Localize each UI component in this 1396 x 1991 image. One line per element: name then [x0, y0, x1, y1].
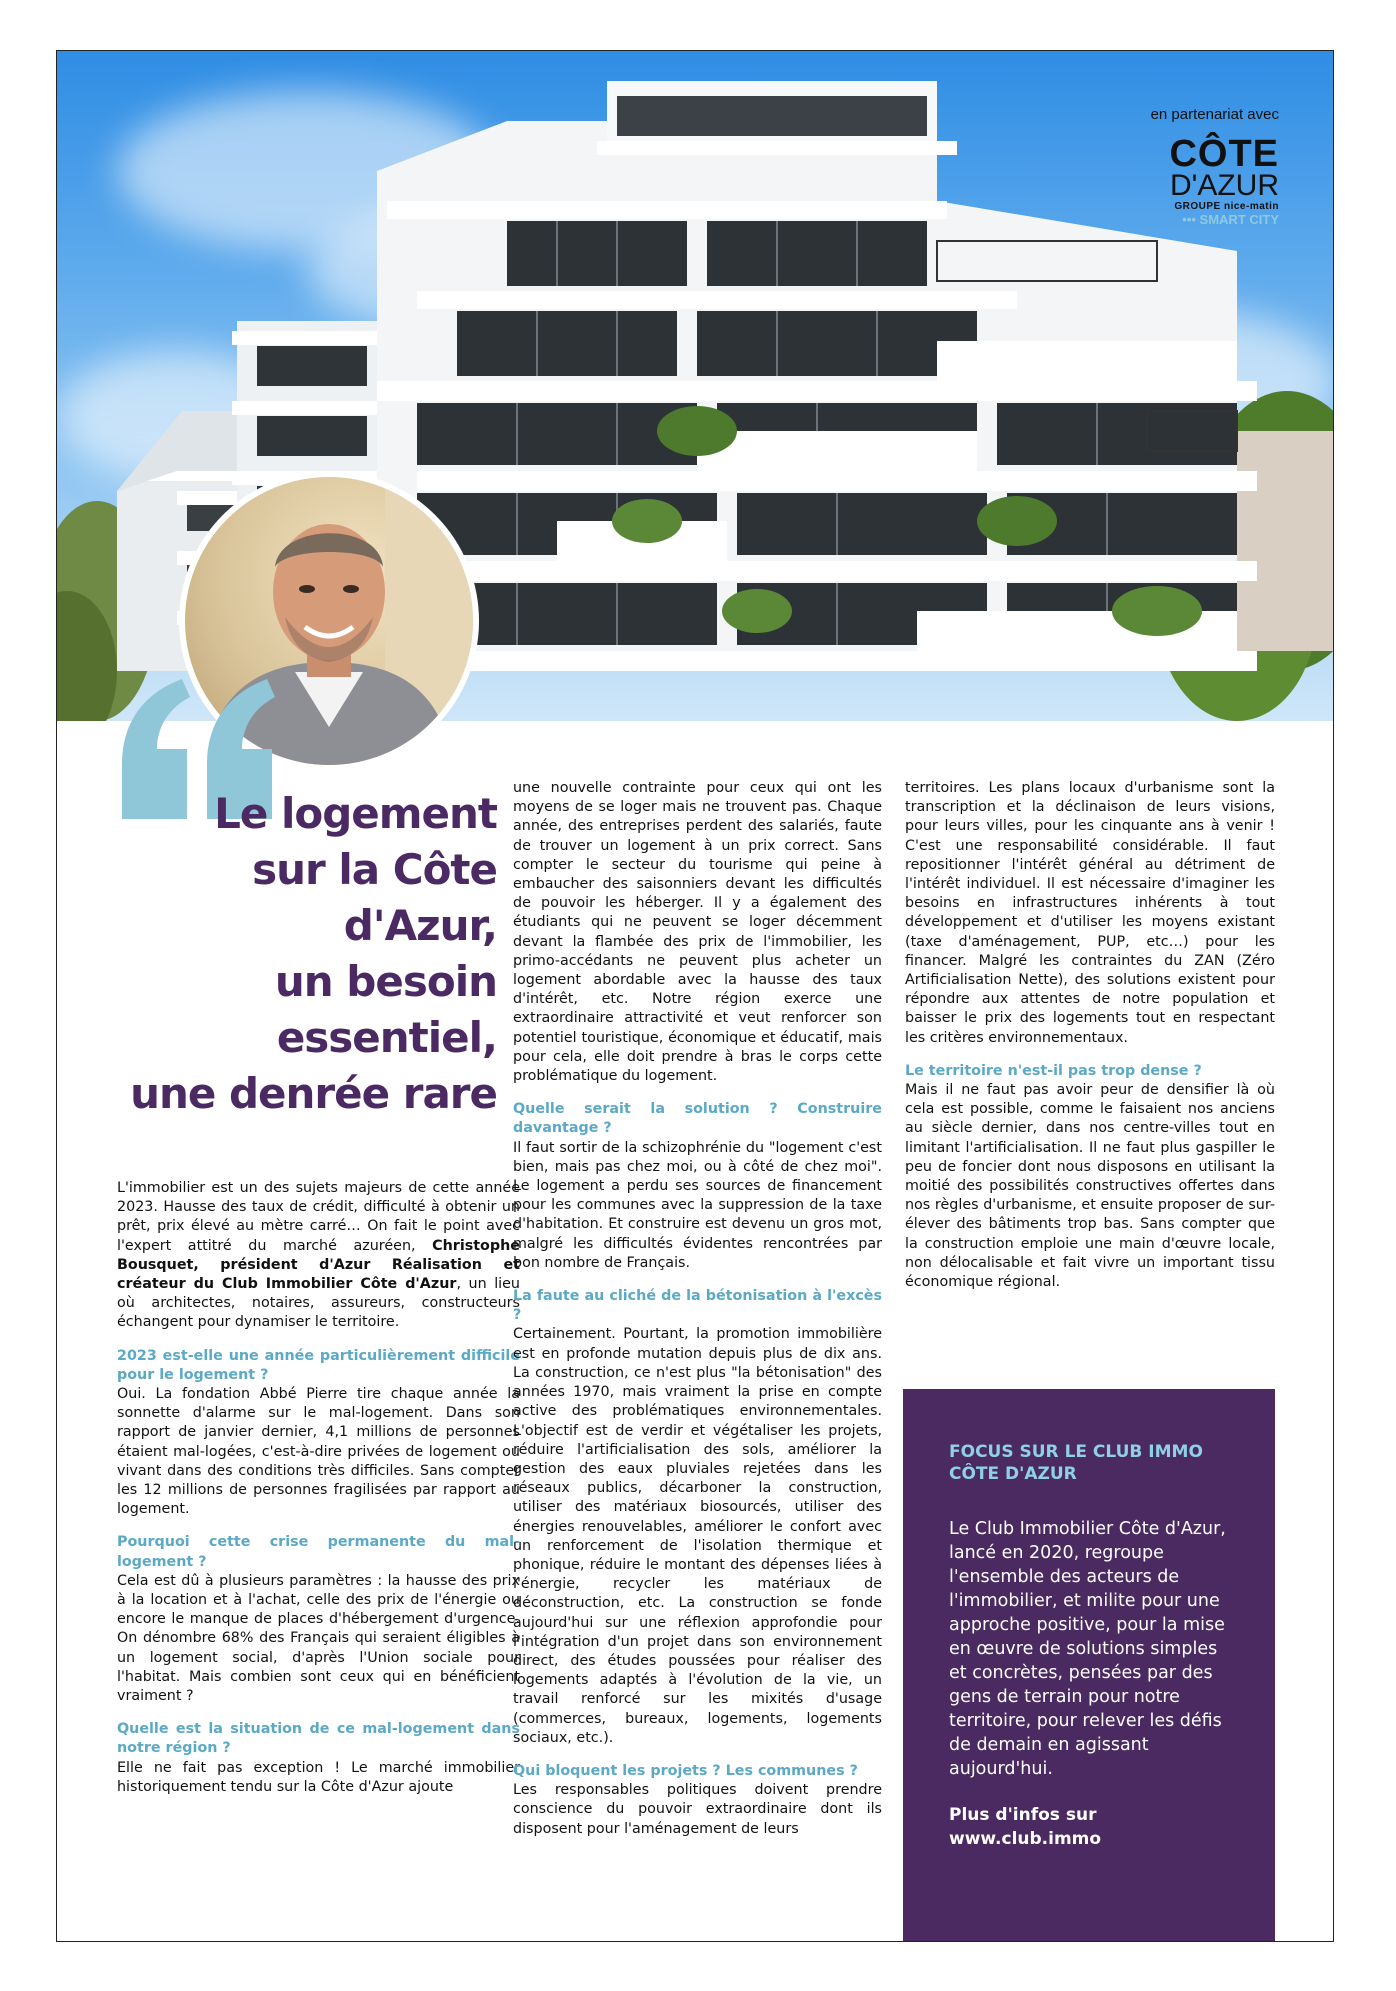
title-line-2: sur la Côte: [252, 845, 497, 894]
logo-line-cote: CÔTE: [1169, 133, 1279, 175]
title-line-1: Le logement: [214, 789, 497, 838]
focus-url-link[interactable]: www.club.immo: [949, 1829, 1102, 1849]
intro-paragraph: L'immobilier est un des sujets majeurs de cette année 2023. Hausse des taux de crédit, difficulté à obtenir un prêt, prix élevé au mètre carré… On fait le point avec l'expert attitré du marché azuréen, Christophe Bousquet, président d'Azur Réalisation et créateur du Club Immobilier Côte d'Azur, un lieu où architectes, notaires, assureurs, constructeurs échangent pour dynamiser le territoire.: [117, 1180, 520, 1331]
question-2: Pourquoi cette crise permanente du mal-logement ?: [117, 1534, 520, 1570]
question-3: Quelle est la situation de ce mal-logement dans notre région ?: [117, 1721, 520, 1757]
focus-heading: FOCUS SUR LE CLUB IMMO CÔTE D'AZUR: [949, 1442, 1203, 1484]
column-3-continuation: territoires. Les plans locaux d'urbanisme sont la transcription et la déclinaison de leurs visions, pour leurs villes, pour les cinquante ans à venir ! C'est une responsabilité considérable. Il faut repositionner l'intérêt général au détriment de l'intérêt individuel. Il est nécessaire d'imaginer les besoins en infrastructures inhérents à tout développement et d'utiliser les moyens existant (taxe d'aménagement, PUP, etc…) pour les financer. Malgré les contraintes du ZAN (Zéro Artificialisation Nette), des solutions existent pour répondre aux attentes de notre population et baisser le prix des logements tout en respectant les critères environnementaux.: [905, 780, 1275, 1046]
focus-box: [903, 1389, 1275, 1942]
question-4: Quelle serait la solution ? Construire davantage ?: [513, 1101, 882, 1137]
answer-4: Il faut sortir de la schizophrénie du "logement c'est bien, mais pas chez moi, ou à côté de chez moi". Le logement a perdu ses sources de financement pour les communes avec la suppression de la taxe d'habitation. Et construire est devenu un gros mot, malgré les difficultés évidentes rencontrées par bon nombre de Français.: [513, 1139, 882, 1271]
column-3: [905, 779, 1275, 1292]
answer-1: Oui. La fondation Abbé Pierre tire chaque année la sonnette d'alarme sur le mal-logement. Dans son rapport de janvier dernier, 4,1 millions de personnes étaient mal-logées, c'est-à-dire privées de logement ou vivant dans des conditions très difficiles. Sans compter les 12 millions de personnes fragilisées par rapport au logement.: [117, 1386, 520, 1518]
column-1: [117, 1179, 520, 1797]
answer-3: Elle ne fait pas exception ! Le marché immobilier historiquement tendu sur la Côte d'Azur ajoute: [117, 1759, 520, 1795]
answer-5: Certainement. Pourtant, la promotion immobilière est en profonde mutation depuis plus de dix ans. La construction, ce n'est plus "la bétonisation" des années 1970, mais vraiment la prise en compte active des problématiques environnementales. L'objectif est de verdir et végétaliser les projets, réduire l'artificialisation des sols, améliorer la gestion des eaux pluviales rejetées dans les réseaux publics, décarboner la construction, utiliser des matériaux biosourcés, utiliser des énergies renouvelables, améliorer le confort avec un renforcement de l'isolation thermique et phonique, réduire le montant des dépenses liées à l'énergie, recycler les matériaux de déconstruction, etc. La construction se fonde aujourd'hui sur une réflexion approfondie pour l'intégration d'un projet dans son environnement direct, des études poussées pour réaliser des logements adaptés à l'évolution de la vie, un travail renforcé sur les mixités d'usage (commerces, bureaux, logements, logements sociaux, etc.).: [513, 1326, 882, 1746]
title-line-3: d'Azur,: [343, 901, 497, 950]
cote-dazur-logo: [1169, 133, 1279, 227]
column-2-continuation: une nouvelle contrainte pour ceux qui ont les moyens de se loger mais ne trouvent pas. Chaque année, des entreprises perdent des salariés, faute de trouver un logement à un prix correct. Sans compter le secteur du tourisme qui peine à embaucher des saisonniers devant les difficultés de pouvoir les héberger. Il y a également des étudiants qui ne peuvent se loger décemment devant la flambée des prix de l'immobilier, les primo-accédants ne peuvent plus acheter un logement abordable avec la hausse des taux d'intérêt, etc. Notre région exerce une extraordinaire attractivité et veut renforcer son potentiel touristique, économique et éducatif, mais pour cela, elle doit prendre à bras le corps cette problématique du logement.: [513, 780, 882, 1085]
focus-body: Le Club Immobilier Côte d'Azur, lancé en 2020, regroupe l'ensemble des acteurs de l'immobilier, et milite pour une approche positive, pour la mise en œuvre de solutions simples et concrètes, pensées par des gens de terrain pour notre territoire, pour relever les défis de demain en agissant aujourd'hui.: [949, 1519, 1226, 1779]
answer-2: Cela est dû à plusieurs paramètres : la hausse des prix à la location et à l'achat, celle des prix de l'énergie ou encore le manque de places d'hébergement d'urgence. On dénombre 68% des Français qui seraient éligibles à un logement social, d'après l'Union sociale pour l'habitat. Mais combien sont ceux qui en bénéficient vraiment ?: [117, 1572, 520, 1705]
question-5: La faute au cliché de la bétonisation à l'excès ?: [513, 1288, 882, 1324]
question-1: 2023 est-elle une année particulièrement difficile pour le logement ?: [117, 1347, 520, 1383]
logo-line-dazur: D'AZUR: [1169, 169, 1279, 202]
title-line-6: une denrée rare: [130, 1069, 497, 1118]
page-frame: [56, 50, 1334, 1942]
interviewee-name: Christophe Bousquet, président d'Azur Réalisation et créateur du Club Immobilier Côte d'Azur: [117, 1237, 520, 1293]
question-6: Qui bloquent les projets ? Les communes ?: [513, 1762, 858, 1779]
answer-7: Mais il ne faut pas avoir peur de densifier là où cela est possible, comme le faisaient nos anciens au siècle dernier, dans nos centre-villes tout en limitant l'artificialisation. Il ne faut plus gaspiller le peu de foncier dont nous disposons en utilisant la moitié des possibilités constructives offertes dans nos règles d'urbanisme, et ensuite proposer de sur-élever des bâtiments trop bas. Sans compter que la construction emploie une main d'œuvre locale, non délocalisable et fait vivre un important tissu économique régional.: [905, 1082, 1275, 1291]
question-7: Le territoire n'est-il pas trop dense ?: [905, 1062, 1202, 1079]
logo-line-group: GROUPE nice-matin: [1174, 201, 1279, 212]
title-line-5: essentiel,: [276, 1013, 497, 1062]
title-line-4: un besoin: [274, 957, 497, 1006]
dots-icon: •••: [1182, 212, 1196, 227]
column-2: [513, 779, 882, 1839]
partner-block: [1151, 106, 1279, 228]
partner-label: en partenariat avec: [1150, 106, 1279, 123]
focus-more-info: Plus d'infos sur: [949, 1805, 1097, 1825]
smart-city-text: SMART CITY: [1199, 212, 1279, 227]
logo-line-smart-city: [1169, 212, 1279, 227]
article-title: [127, 786, 497, 1122]
answer-6: Les responsables politiques doivent prendre conscience du pouvoir extraordinaire dont ils disposent pour l'aménagement de leurs: [513, 1782, 882, 1837]
